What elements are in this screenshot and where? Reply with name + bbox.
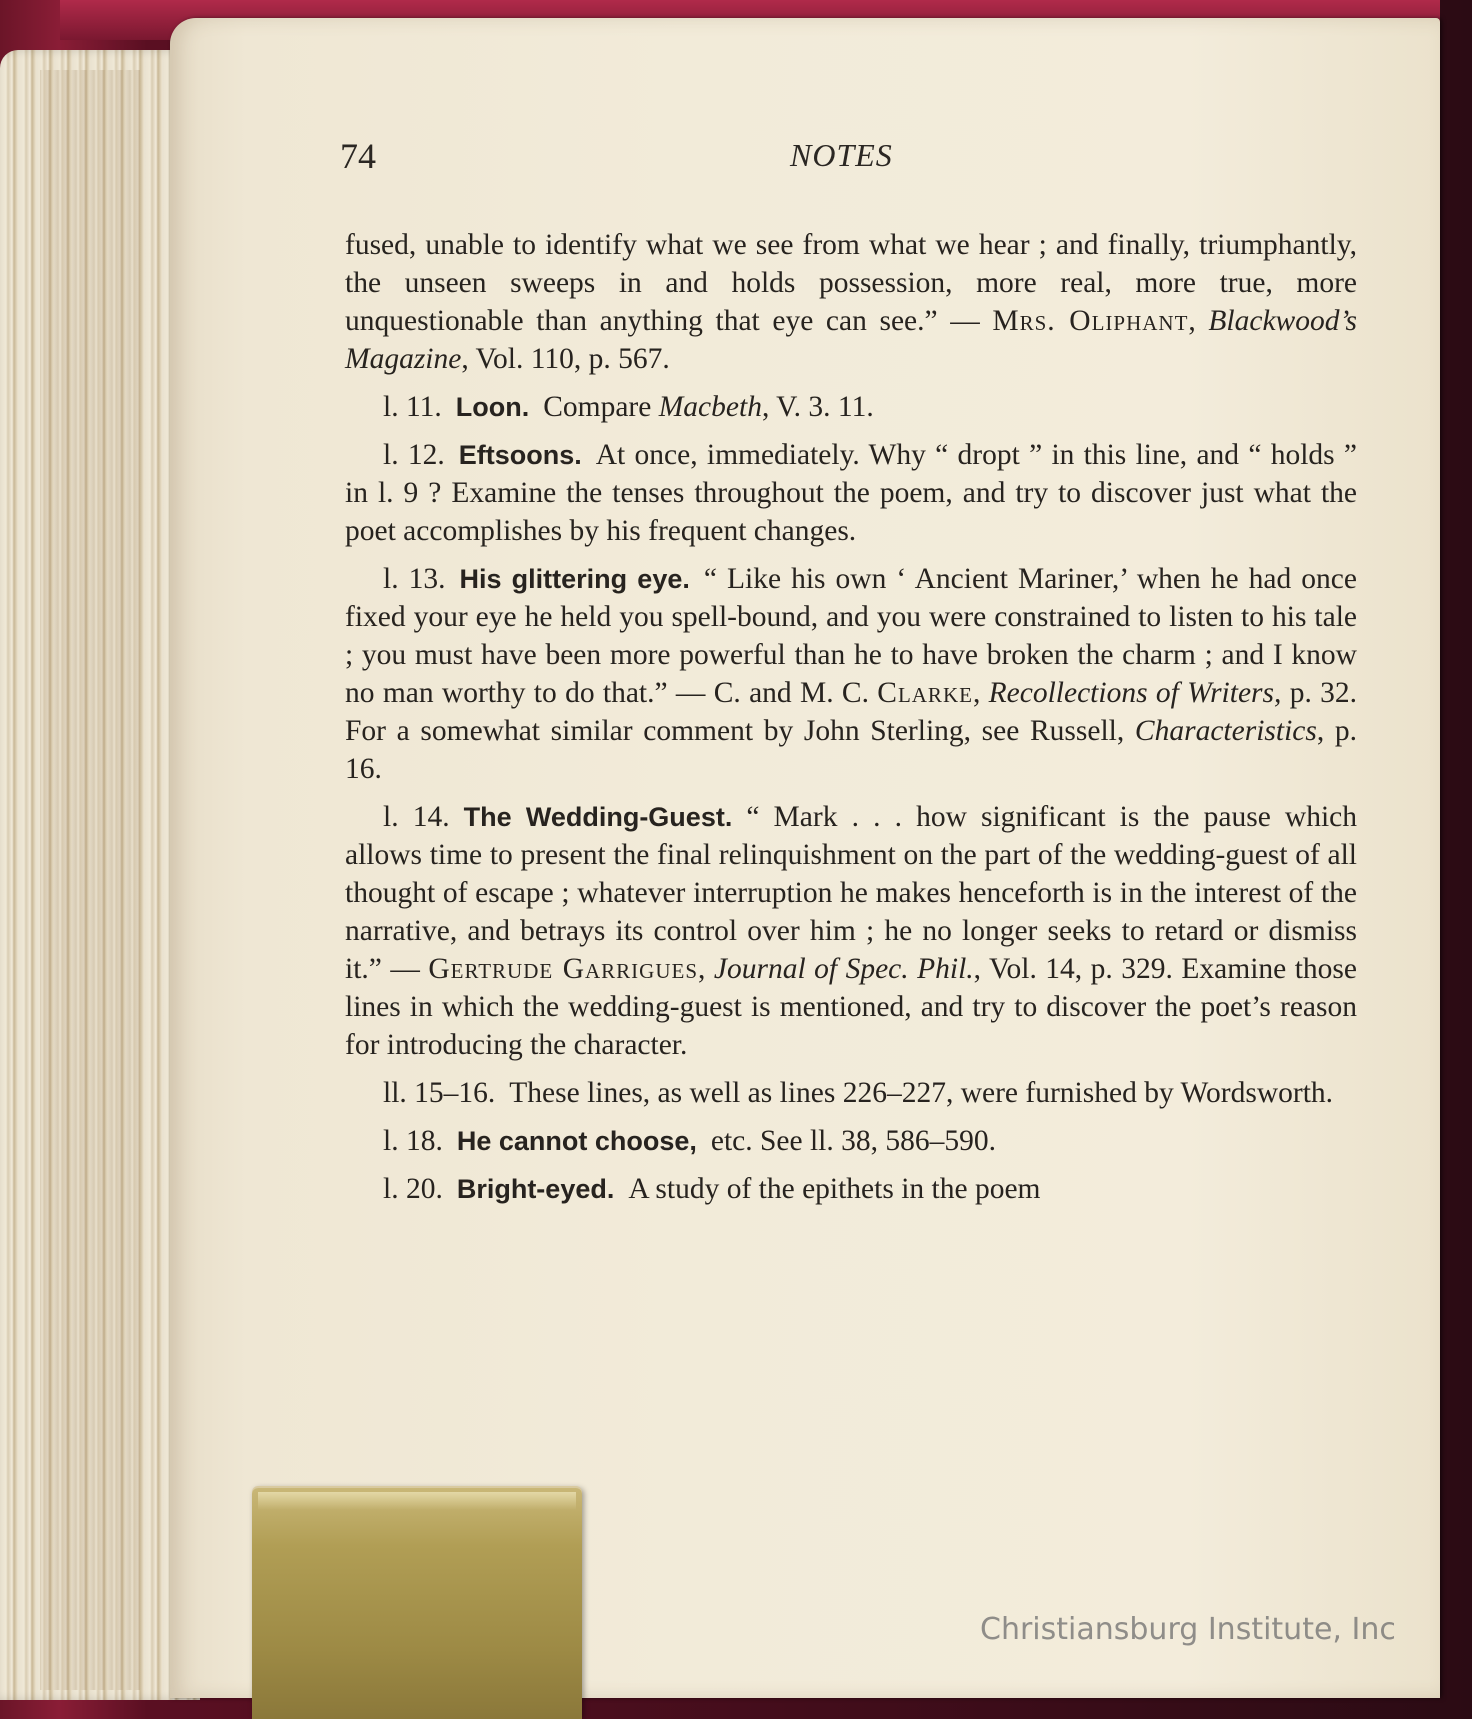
note-term: The Wedding-Guest. xyxy=(463,802,733,832)
note-term: His glittering eye. xyxy=(459,564,690,594)
separator: , xyxy=(698,953,714,985)
separator: , xyxy=(1188,305,1209,337)
page-number: 74 xyxy=(340,136,376,176)
line-reference: l. 11. xyxy=(383,391,442,423)
author-name: Mrs. Oliphant xyxy=(992,305,1189,337)
source-title-2: Characteristics xyxy=(1134,715,1317,747)
citation-tail: , Vol. 14, p. 329. Examine those lines in which the wedding-guest is mentioned, and try to discover the poet’s reason for introducing the character. xyxy=(345,953,1357,1061)
paragraph-text: fused, unable to identify what we see from what we hear ; and finally, triumphantly, the unseen sweeps in and holds possession, more real, more true, more unquestionable than anything that eye can see.” — xyxy=(345,229,1357,337)
source-title: Recollections of Writers, xyxy=(988,677,1282,709)
paragraph-text-mid: p. 32. For a somewhat similar comment by John Sterling, see Russell, xyxy=(345,677,1358,747)
author-name: Gertrude Garrigues xyxy=(428,953,699,985)
paragraph-text: etc. See ll. 38, 586–590. xyxy=(710,1125,996,1157)
gilt-bookmark-block xyxy=(252,1488,582,1719)
line-reference: ll. 15–16. xyxy=(383,1077,496,1109)
source-title: Blackwood’s Magazine xyxy=(345,305,1357,375)
paragraph-text: Compare xyxy=(543,391,659,423)
paragraph-continued xyxy=(345,226,1357,378)
note-line-12 xyxy=(345,436,1357,550)
note-line-13 xyxy=(345,560,1357,788)
line-reference: l. 12. xyxy=(383,439,445,471)
citation-tail: , p. 16. xyxy=(345,715,1358,785)
note-lines-15-16 xyxy=(345,1074,1357,1112)
line-reference: l. 13. xyxy=(383,563,446,595)
page-title: NOTES xyxy=(790,137,893,173)
line-reference: l. 20. xyxy=(383,1173,443,1205)
citation-tail: , V. 3. 11. xyxy=(761,391,874,423)
paragraph-text: “ Mark . . . how significant is the pause which allows time to present the final relinquishment on the part of the wedding-guest of all thought of escape ; whatever interruption he makes henceforth is in the interest of the narrative, and betrays its control over him ; he no longer seeks to retard or dismiss it.” — xyxy=(345,801,1357,985)
paragraph-text: These lines, as well as lines 226–227, were furnished by Wordsworth. xyxy=(509,1077,1334,1109)
note-line-11 xyxy=(345,388,1357,426)
note-line-18 xyxy=(345,1122,1357,1160)
note-line-20 xyxy=(345,1170,1357,1208)
author-name: Clarke xyxy=(877,677,973,709)
note-term: Eftsoons. xyxy=(458,440,582,470)
note-term: Loon. xyxy=(455,392,530,422)
paragraph-text: A study of the epithets in the poem xyxy=(628,1173,1041,1205)
notes-body xyxy=(345,226,1357,1218)
citation-tail: , Vol. 110, p. 567. xyxy=(461,343,670,375)
note-term: He cannot choose, xyxy=(456,1126,697,1156)
line-reference: l. 14. xyxy=(383,801,450,833)
running-head xyxy=(340,135,1365,179)
line-reference: l. 18. xyxy=(383,1125,443,1157)
work-title: Macbeth xyxy=(658,391,762,423)
note-term: Bright-eyed. xyxy=(456,1174,615,1204)
separator: , xyxy=(972,677,989,709)
note-line-14 xyxy=(345,798,1357,1064)
watermark-text: Christiansburg Institute, Inc xyxy=(980,1612,1396,1647)
paragraph-text: “ Like his own ‘ Ancient Mariner,’ when he had once fixed your eye he held you spell-bound, and you were constrained to listen to his tale ; you must have been more powerful than he to have broken the charm ; and I know no man worthy to do that.” — C. and M. C. xyxy=(345,563,1357,709)
source-title: Journal of Spec. Phil. xyxy=(713,953,974,985)
paragraph-text: At once, immediately. Why “ dropt ” in this line, and “ holds ” in l. 9 ? Examine the tenses throughout the poem, and try to discover just what the poet accomplishes by his frequent changes. xyxy=(345,439,1357,547)
